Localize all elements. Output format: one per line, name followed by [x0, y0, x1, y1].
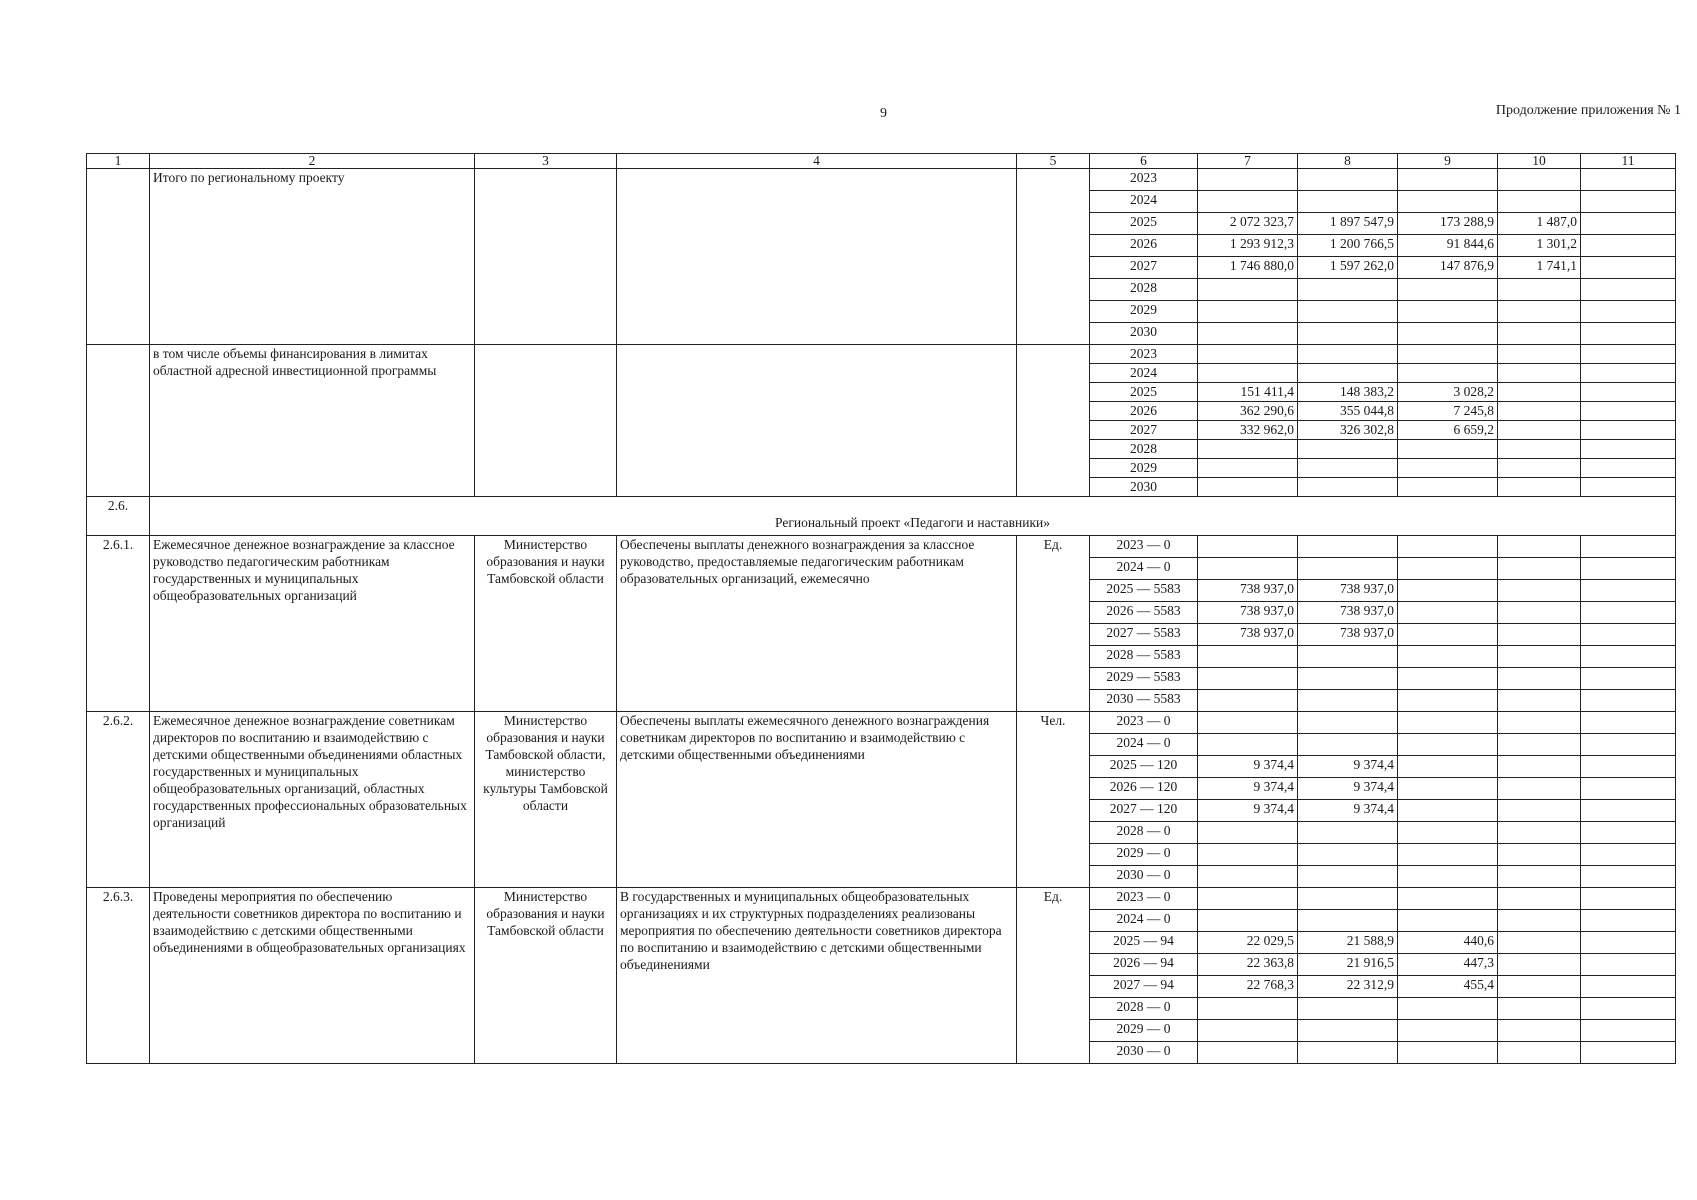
local-amount — [1498, 646, 1581, 668]
total-amount: 9 374,4 — [1198, 756, 1298, 778]
regional-amount — [1398, 998, 1498, 1020]
table-row — [87, 536, 1676, 558]
responsible-org — [475, 345, 617, 497]
local-amount — [1498, 580, 1581, 602]
year-value: 2028 — 0 — [1090, 822, 1198, 844]
page-number: 9 — [880, 106, 887, 121]
local-amount — [1498, 440, 1581, 459]
federal-amount — [1298, 690, 1398, 712]
column-number-header: 3 — [475, 154, 617, 169]
total-amount — [1198, 345, 1298, 364]
federal-amount — [1298, 844, 1398, 866]
unit-of-measure: Чел. — [1017, 712, 1090, 888]
total-amount — [1198, 910, 1298, 932]
year-value: 2027 — 120 — [1090, 800, 1198, 822]
local-amount — [1498, 536, 1581, 558]
column-number-header: 5 — [1017, 154, 1090, 169]
local-amount — [1498, 690, 1581, 712]
regional-amount — [1398, 668, 1498, 690]
column-number-header: 11 — [1581, 154, 1676, 169]
federal-amount: 22 312,9 — [1298, 976, 1398, 998]
local-amount — [1498, 888, 1581, 910]
total-amount — [1198, 323, 1298, 345]
local-amount — [1498, 998, 1581, 1020]
continuation-note: Продолжение приложения № 1 — [1495, 103, 1681, 118]
local-amount — [1498, 279, 1581, 301]
year-value: 2029 — 0 — [1090, 1020, 1198, 1042]
item-name: Ежемесячное денежное вознаграждение за классное руководство педагогическим работникам государственных и муниципальных общеобразовательных организаций — [150, 536, 475, 712]
year-value: 2024 — 0 — [1090, 734, 1198, 756]
year-value: 2027 — [1090, 421, 1198, 440]
federal-amount — [1298, 169, 1398, 191]
total-amount — [1198, 536, 1298, 558]
regional-amount: 3 028,2 — [1398, 383, 1498, 402]
local-amount — [1498, 712, 1581, 734]
local-amount — [1498, 383, 1581, 402]
year-value: 2025 — 5583 — [1090, 580, 1198, 602]
other-amount — [1581, 844, 1676, 866]
regional-amount — [1398, 191, 1498, 213]
other-amount — [1581, 345, 1676, 364]
other-amount — [1581, 279, 1676, 301]
total-amount: 22 029,5 — [1198, 932, 1298, 954]
regional-amount — [1398, 580, 1498, 602]
federal-amount: 148 383,2 — [1298, 383, 1398, 402]
regional-amount — [1398, 301, 1498, 323]
federal-amount: 355 044,8 — [1298, 402, 1398, 421]
item-name: Итого по региональному проекту — [150, 169, 475, 345]
regional-amount — [1398, 910, 1498, 932]
total-amount: 1 293 912,3 — [1198, 235, 1298, 257]
other-amount — [1581, 998, 1676, 1020]
local-amount — [1498, 345, 1581, 364]
table-row — [87, 169, 1676, 191]
other-amount — [1581, 932, 1676, 954]
other-amount — [1581, 800, 1676, 822]
year-value: 2026 — 120 — [1090, 778, 1198, 800]
year-value: 2027 — 94 — [1090, 976, 1198, 998]
year-value: 2024 — 0 — [1090, 558, 1198, 580]
federal-amount: 738 937,0 — [1298, 624, 1398, 646]
federal-amount — [1298, 364, 1398, 383]
year-value: 2024 — [1090, 191, 1198, 213]
other-amount — [1581, 478, 1676, 497]
year-value: 2026 — 5583 — [1090, 602, 1198, 624]
year-value: 2027 — 5583 — [1090, 624, 1198, 646]
regional-amount — [1398, 690, 1498, 712]
federal-amount — [1298, 558, 1398, 580]
year-value: 2029 — 5583 — [1090, 668, 1198, 690]
total-amount — [1198, 558, 1298, 580]
total-amount — [1198, 478, 1298, 497]
regional-amount: 91 844,6 — [1398, 235, 1498, 257]
regional-amount: 447,3 — [1398, 954, 1498, 976]
local-amount — [1498, 1020, 1581, 1042]
unit-of-measure — [1017, 169, 1090, 345]
total-amount: 22 363,8 — [1198, 954, 1298, 976]
local-amount — [1498, 1042, 1581, 1064]
local-amount — [1498, 756, 1581, 778]
federal-amount: 9 374,4 — [1298, 800, 1398, 822]
responsible-org — [475, 169, 617, 345]
local-amount: 1 301,2 — [1498, 235, 1581, 257]
other-amount — [1581, 866, 1676, 888]
responsible-org: Министерство образования и науки Тамбовской области — [475, 888, 617, 1064]
total-amount — [1198, 822, 1298, 844]
expected-result — [617, 345, 1017, 497]
federal-amount — [1298, 668, 1398, 690]
federal-amount — [1298, 646, 1398, 668]
year-value: 2030 — 0 — [1090, 866, 1198, 888]
regional-amount: 6 659,2 — [1398, 421, 1498, 440]
other-amount — [1581, 1020, 1676, 1042]
regional-amount — [1398, 734, 1498, 756]
year-value: 2023 — 0 — [1090, 536, 1198, 558]
federal-amount — [1298, 478, 1398, 497]
regional-amount — [1398, 279, 1498, 301]
year-value: 2030 — [1090, 323, 1198, 345]
regional-amount — [1398, 778, 1498, 800]
total-amount — [1198, 440, 1298, 459]
regional-amount — [1398, 558, 1498, 580]
federal-amount: 1 897 547,9 — [1298, 213, 1398, 235]
unit-of-measure: Ед. — [1017, 888, 1090, 1064]
federal-amount: 9 374,4 — [1298, 756, 1398, 778]
column-number-header: 8 — [1298, 154, 1398, 169]
regional-amount — [1398, 712, 1498, 734]
regional-amount — [1398, 800, 1498, 822]
regional-amount — [1398, 364, 1498, 383]
federal-amount — [1298, 323, 1398, 345]
local-amount — [1498, 402, 1581, 421]
total-amount: 9 374,4 — [1198, 778, 1298, 800]
local-amount — [1498, 822, 1581, 844]
table-row — [87, 888, 1676, 910]
federal-amount: 1 597 262,0 — [1298, 257, 1398, 279]
regional-amount — [1398, 323, 1498, 345]
local-amount — [1498, 800, 1581, 822]
year-value: 2028 — [1090, 279, 1198, 301]
total-amount — [1198, 1020, 1298, 1042]
year-value: 2025 — 94 — [1090, 932, 1198, 954]
federal-amount — [1298, 888, 1398, 910]
other-amount — [1581, 756, 1676, 778]
regional-amount — [1398, 602, 1498, 624]
regional-amount — [1398, 1042, 1498, 1064]
expected-result — [617, 169, 1017, 345]
federal-amount — [1298, 301, 1398, 323]
column-number-header: 7 — [1198, 154, 1298, 169]
year-value: 2023 — 0 — [1090, 712, 1198, 734]
regional-amount: 7 245,8 — [1398, 402, 1498, 421]
federal-amount — [1298, 910, 1398, 932]
other-amount — [1581, 580, 1676, 602]
local-amount — [1498, 668, 1581, 690]
financing-table — [86, 153, 1676, 1064]
total-amount: 151 411,4 — [1198, 383, 1298, 402]
regional-amount — [1398, 478, 1498, 497]
other-amount — [1581, 888, 1676, 910]
table-row — [87, 345, 1676, 364]
expected-result: Обеспечены выплаты денежного вознаграждения за классное руководство, предоставляемые педагогическим работникам образовательных организаций, ежемесячно — [617, 536, 1017, 712]
section-row — [87, 497, 1676, 536]
total-amount — [1198, 734, 1298, 756]
year-value: 2028 — 0 — [1090, 998, 1198, 1020]
federal-amount: 738 937,0 — [1298, 580, 1398, 602]
year-value: 2023 — [1090, 345, 1198, 364]
other-amount — [1581, 646, 1676, 668]
federal-amount — [1298, 734, 1398, 756]
total-amount — [1198, 1042, 1298, 1064]
federal-amount: 326 302,8 — [1298, 421, 1398, 440]
federal-amount — [1298, 998, 1398, 1020]
total-amount: 738 937,0 — [1198, 624, 1298, 646]
other-amount — [1581, 257, 1676, 279]
regional-amount — [1398, 888, 1498, 910]
federal-amount — [1298, 1042, 1398, 1064]
federal-amount: 21 916,5 — [1298, 954, 1398, 976]
total-amount — [1198, 191, 1298, 213]
federal-amount — [1298, 866, 1398, 888]
total-amount — [1198, 668, 1298, 690]
total-amount — [1198, 459, 1298, 478]
section-title: Региональный проект «Педагоги и наставники» — [150, 497, 1676, 536]
other-amount — [1581, 440, 1676, 459]
regional-amount — [1398, 459, 1498, 478]
federal-amount — [1298, 822, 1398, 844]
other-amount — [1581, 459, 1676, 478]
other-amount — [1581, 1042, 1676, 1064]
item-number: 2.6.3. — [87, 888, 150, 1064]
unit-of-measure: Ед. — [1017, 536, 1090, 712]
regional-amount — [1398, 1020, 1498, 1042]
other-amount — [1581, 213, 1676, 235]
local-amount — [1498, 778, 1581, 800]
other-amount — [1581, 822, 1676, 844]
total-amount — [1198, 844, 1298, 866]
regional-amount — [1398, 169, 1498, 191]
total-amount — [1198, 998, 1298, 1020]
regional-amount: 173 288,9 — [1398, 213, 1498, 235]
total-amount — [1198, 690, 1298, 712]
total-amount — [1198, 169, 1298, 191]
other-amount — [1581, 734, 1676, 756]
federal-amount — [1298, 459, 1398, 478]
local-amount — [1498, 954, 1581, 976]
local-amount: 1 487,0 — [1498, 213, 1581, 235]
local-amount — [1498, 169, 1581, 191]
regional-amount — [1398, 866, 1498, 888]
column-number-header: 4 — [617, 154, 1017, 169]
column-number-header: 10 — [1498, 154, 1581, 169]
federal-amount — [1298, 440, 1398, 459]
federal-amount — [1298, 1020, 1398, 1042]
other-amount — [1581, 690, 1676, 712]
year-value: 2025 — 120 — [1090, 756, 1198, 778]
other-amount — [1581, 191, 1676, 213]
column-number-header: 2 — [150, 154, 475, 169]
total-amount: 738 937,0 — [1198, 602, 1298, 624]
item-number: 2.6.2. — [87, 712, 150, 888]
responsible-org: Министерство образования и науки Тамбовской области, министерство культуры Тамбовской области — [475, 712, 617, 888]
other-amount — [1581, 364, 1676, 383]
item-name: в том числе объемы финансирования в лимитах областной адресной инвестиционной программы — [150, 345, 475, 497]
year-value: 2023 — 0 — [1090, 888, 1198, 910]
other-amount — [1581, 778, 1676, 800]
regional-amount — [1398, 440, 1498, 459]
item-name: Проведены мероприятия по обеспечению деятельности советников директора по воспитанию и взаимодействию с детскими общественными объединениями в общеобразовательных организациях — [150, 888, 475, 1064]
total-amount: 738 937,0 — [1198, 580, 1298, 602]
other-amount — [1581, 602, 1676, 624]
federal-amount: 1 200 766,5 — [1298, 235, 1398, 257]
regional-amount — [1398, 646, 1498, 668]
total-amount: 22 768,3 — [1198, 976, 1298, 998]
local-amount — [1498, 478, 1581, 497]
local-amount — [1498, 191, 1581, 213]
other-amount — [1581, 910, 1676, 932]
table-row — [87, 712, 1676, 734]
column-number-header: 1 — [87, 154, 150, 169]
total-amount: 362 290,6 — [1198, 402, 1298, 421]
year-value: 2030 — [1090, 478, 1198, 497]
section-number: 2.6. — [87, 497, 150, 536]
year-value: 2024 — [1090, 364, 1198, 383]
year-value: 2028 — 5583 — [1090, 646, 1198, 668]
year-value: 2028 — [1090, 440, 1198, 459]
other-amount — [1581, 712, 1676, 734]
regional-amount — [1398, 844, 1498, 866]
total-amount — [1198, 364, 1298, 383]
regional-amount: 147 876,9 — [1398, 257, 1498, 279]
other-amount — [1581, 169, 1676, 191]
local-amount — [1498, 364, 1581, 383]
year-value: 2029 — [1090, 459, 1198, 478]
regional-amount — [1398, 756, 1498, 778]
total-amount — [1198, 646, 1298, 668]
year-value: 2030 — 5583 — [1090, 690, 1198, 712]
expected-result: Обеспечены выплаты ежемесячного денежного вознаграждения советникам директоров по воспитанию и взаимодействию с детскими общественными объединениями — [617, 712, 1017, 888]
total-amount — [1198, 301, 1298, 323]
item-number — [87, 169, 150, 345]
year-value: 2027 — [1090, 257, 1198, 279]
total-amount: 1 746 880,0 — [1198, 257, 1298, 279]
unit-of-measure — [1017, 345, 1090, 497]
other-amount — [1581, 323, 1676, 345]
total-amount: 9 374,4 — [1198, 800, 1298, 822]
item-number: 2.6.1. — [87, 536, 150, 712]
local-amount — [1498, 932, 1581, 954]
year-value: 2030 — 0 — [1090, 1042, 1198, 1064]
other-amount — [1581, 536, 1676, 558]
regional-amount — [1398, 624, 1498, 646]
local-amount: 1 741,1 — [1498, 257, 1581, 279]
total-amount — [1198, 712, 1298, 734]
other-amount — [1581, 976, 1676, 998]
year-value: 2029 — [1090, 301, 1198, 323]
local-amount — [1498, 459, 1581, 478]
local-amount — [1498, 844, 1581, 866]
year-value: 2026 — [1090, 402, 1198, 421]
federal-amount — [1298, 279, 1398, 301]
year-value: 2026 — [1090, 235, 1198, 257]
column-number-header: 9 — [1398, 154, 1498, 169]
other-amount — [1581, 235, 1676, 257]
regional-amount: 455,4 — [1398, 976, 1498, 998]
local-amount — [1498, 421, 1581, 440]
year-value: 2026 — 94 — [1090, 954, 1198, 976]
year-value: 2029 — 0 — [1090, 844, 1198, 866]
other-amount — [1581, 624, 1676, 646]
local-amount — [1498, 734, 1581, 756]
header-row — [87, 154, 1676, 169]
local-amount — [1498, 866, 1581, 888]
other-amount — [1581, 421, 1676, 440]
total-amount — [1198, 279, 1298, 301]
other-amount — [1581, 668, 1676, 690]
regional-amount — [1398, 345, 1498, 364]
item-name: Ежемесячное денежное вознаграждение советникам директоров по воспитанию и взаимодействию с детскими общественными объединениями областных государственных и муниципальных общеобразовательных организаций, областных государственных профессиональных образовательных организаций — [150, 712, 475, 888]
other-amount — [1581, 558, 1676, 580]
local-amount — [1498, 323, 1581, 345]
other-amount — [1581, 383, 1676, 402]
column-number-header: 6 — [1090, 154, 1198, 169]
year-value: 2025 — [1090, 213, 1198, 235]
total-amount: 332 962,0 — [1198, 421, 1298, 440]
regional-amount — [1398, 822, 1498, 844]
local-amount — [1498, 624, 1581, 646]
year-value: 2025 — [1090, 383, 1198, 402]
total-amount — [1198, 866, 1298, 888]
federal-amount — [1298, 345, 1398, 364]
responsible-org: Министерство образования и науки Тамбовской области — [475, 536, 617, 712]
regional-amount — [1398, 536, 1498, 558]
total-amount: 2 072 323,7 — [1198, 213, 1298, 235]
other-amount — [1581, 402, 1676, 421]
local-amount — [1498, 558, 1581, 580]
year-value: 2024 — 0 — [1090, 910, 1198, 932]
item-number — [87, 345, 150, 497]
federal-amount: 9 374,4 — [1298, 778, 1398, 800]
other-amount — [1581, 301, 1676, 323]
federal-amount — [1298, 191, 1398, 213]
other-amount — [1581, 954, 1676, 976]
year-value: 2023 — [1090, 169, 1198, 191]
local-amount — [1498, 976, 1581, 998]
regional-amount: 440,6 — [1398, 932, 1498, 954]
federal-amount: 738 937,0 — [1298, 602, 1398, 624]
local-amount — [1498, 602, 1581, 624]
federal-amount — [1298, 712, 1398, 734]
total-amount — [1198, 888, 1298, 910]
local-amount — [1498, 910, 1581, 932]
expected-result: В государственных и муниципальных общеобразовательных организациях и их структурных подразделениях реализованы мероприятия по обеспечению деятельности советников директора по воспитанию и взаимодействию с детскими общественными объединениями — [617, 888, 1017, 1064]
local-amount — [1498, 301, 1581, 323]
federal-amount: 21 588,9 — [1298, 932, 1398, 954]
federal-amount — [1298, 536, 1398, 558]
